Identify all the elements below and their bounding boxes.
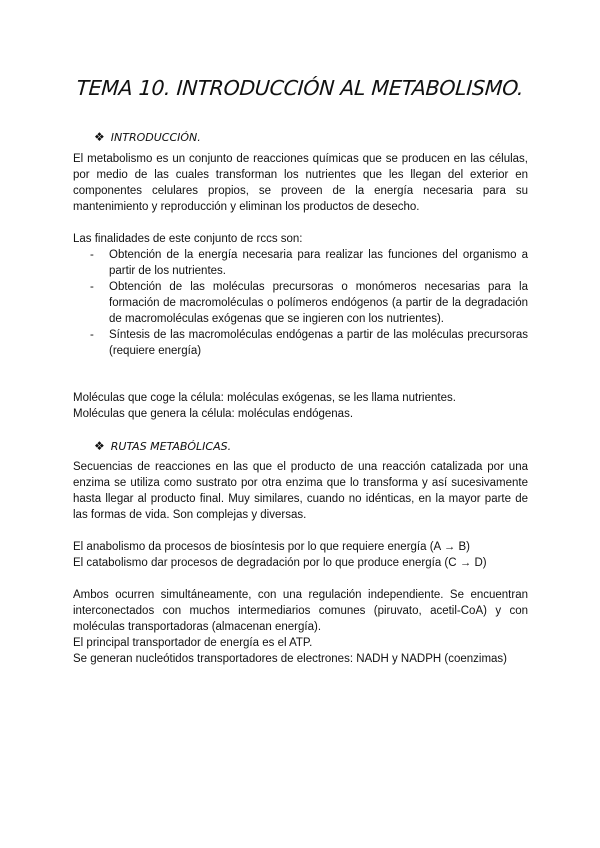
diamond-bullet-icon: ❖ [94, 439, 105, 453]
section-heading-introduccion [94, 130, 201, 144]
section-heading-label: RUTAS METABÓLICAS. [110, 439, 232, 453]
molecules-line: Moléculas que genera la célula: moléculas endógenas. [73, 408, 354, 420]
dash-bullet: - [90, 249, 94, 261]
closing-lines-block [73, 635, 528, 667]
list-item-text: Síntesis de las macromoléculas endógenas a partir de las moléculas precursoras (requiere energía) [109, 329, 528, 357]
closing-line: Se generan nucleótidos transportadores de electrones: NADH y NADPH (coenzimas) [73, 653, 508, 665]
routes-paragraph: Secuencias de reacciones en las que el producto de una reacción catalizada por una enzima se utiliza como sustrato por otra enzima que lo transforma y así sucesivamente hasta llegar al producto final. Muy similares, cuando no idénticas, en la mayor parte de las formas de vida. Son complejas y diversas. [73, 461, 528, 521]
list-item-text: Obtención de la energía necesaria para realizar las funciones del organismo a partir de los nutrientes. [109, 249, 528, 277]
closing-line: El principal transportador de energía es el ATP. [73, 637, 313, 649]
diamond-bullet-icon: ❖ [94, 130, 105, 144]
page-title: TEMA 10. INTRODUCCIÓN AL METABOLISMO. [75, 76, 525, 100]
list-item-text: Obtención de las moléculas precursoras o monómeros necesarias para la formación de macromoléculas o polímeros endógenos (a partir de la degradación de macromoléculas exógenas que se ingieren con los nutrientes). [109, 281, 528, 325]
process-line: El catabolismo dar procesos de degradación por lo que produce energía (C → D) [73, 557, 487, 569]
list-item [90, 279, 528, 327]
molecules-block [73, 390, 528, 422]
closing-paragraph: Ambos ocurren simultáneamente, con una regulación independiente. Se encuentran interconectados con muchos intermediarios comunes (piruvato, acetil-CoA) y con moléculas transportadoras (almacenan energía). [73, 589, 528, 633]
molecules-line: Moléculas que coge la célula: moléculas exógenas, se les llama nutrientes. [73, 392, 456, 404]
purposes-intro: Las finalidades de este conjunto de rccs son: [73, 233, 303, 245]
processes-block [73, 539, 528, 571]
dash-bullet: - [90, 281, 94, 293]
section-heading-rutas [94, 439, 231, 453]
section-heading-label: INTRODUCCIÓN. [110, 130, 201, 144]
list-item [90, 247, 528, 279]
process-line: El anabolismo da procesos de biosíntesis por lo que requiere energía (A → B) [73, 541, 470, 553]
list-item [90, 327, 528, 359]
purposes-list [90, 247, 528, 359]
intro-paragraph: El metabolismo es un conjunto de reacciones químicas que se producen en las células, por medio de las cuales transforman los nutrientes que les llegan del exterior en componentes celulares propios, se proveen de la energía necesaria para su mantenimiento y reproducción y eliminan los productos de desecho. [73, 153, 528, 213]
dash-bullet: - [90, 329, 94, 341]
